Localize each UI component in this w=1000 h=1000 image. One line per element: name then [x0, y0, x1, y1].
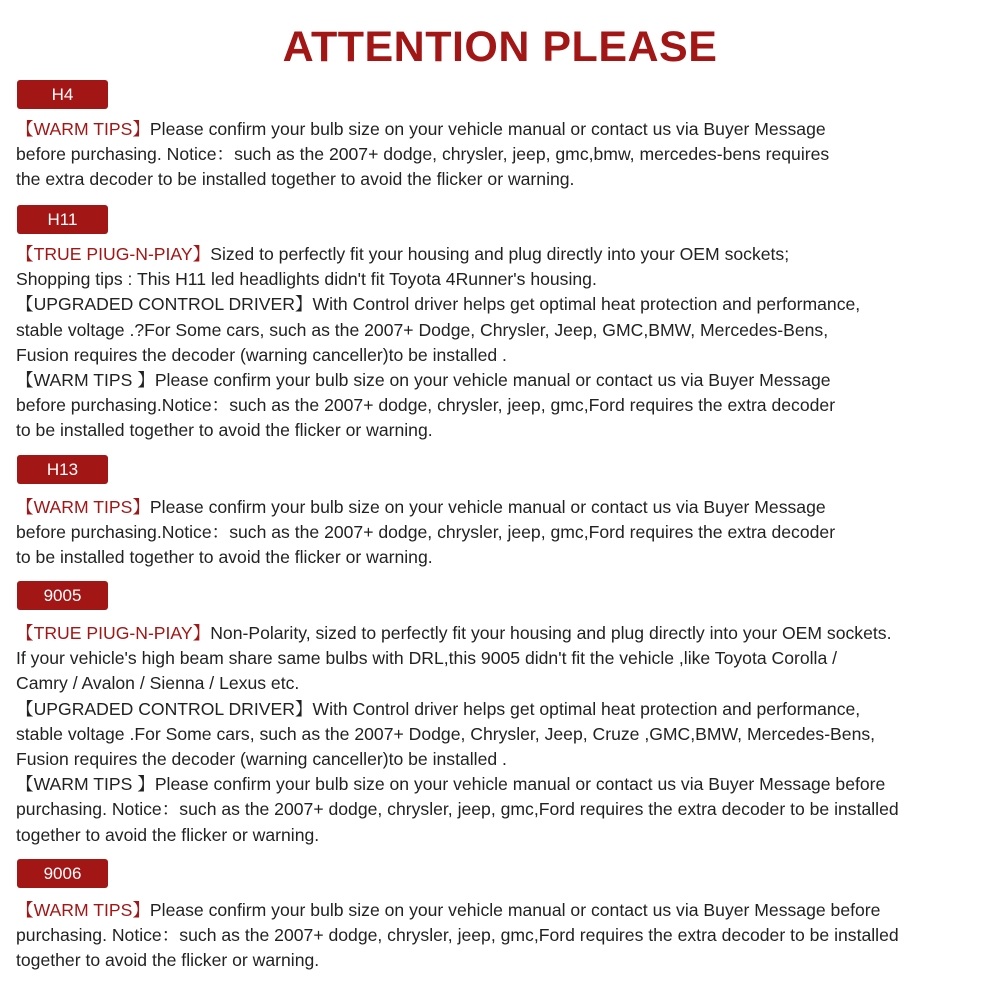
warm-tips-tag: 【WARM TIPS 】 — [16, 774, 155, 795]
badge-h11: H11 — [17, 205, 108, 234]
control-driver-text: With Control driver helps get optimal heat protection and performance, stable voltage .For Some cars, such as the 2007+ Dodge, Chrysler, Jeep, Cruze ,GMC,BMW, Mercedes-Bens, Fusion requires the decoder (warning canceller)to be installed . — [16, 698, 876, 770]
plug-n-play-paragraph — [16, 621, 996, 697]
control-driver-tag: 【UPGRADED CONTROL DRIVER】 — [16, 294, 313, 315]
control-driver-tag: 【UPGRADED CONTROL DRIVER】 — [16, 698, 313, 719]
warm-tips-paragraph — [16, 898, 996, 974]
plug-n-play-tag: 【TRUE PIUG-N-PIAY】 — [16, 623, 211, 643]
warm-tips-tag: 【WARM TIPS】 — [16, 119, 150, 139]
plug-n-play-text: Non-Polarity, sized to perfectly fit your housing and plug directly into your OEM sockets. If your vehicle's high beam share same bulbs with DRL,this 9005 didn't fit the vehicle ,like Toyota Corolla / Camry / Avalon / Sienna / Lexus etc. — [16, 623, 892, 694]
page-title: ATTENTION PLEASE — [282, 23, 718, 71]
section-h11-text — [16, 242, 996, 444]
control-driver-paragraph — [16, 697, 996, 773]
badge-h13: H13 — [17, 455, 108, 484]
warm-tips-text: Please confirm your bulb size on your vehicle manual or contact us via Buyer Message before purchasing. Notice：such as the 2007+ dodge, chrysler, jeep, gmc,bmw, mercedes-bens requires the extra decoder to be installed together to avoid the flicker or warning. — [16, 119, 830, 190]
warm-tips-text: Please confirm your bulb size on your vehicle manual or contact us via Buyer Message before purchasing.Notice：such as the 2007+ dodge, chrysler, jeep, gmc,Ford requires the extra decoder to be installed together to avoid the flicker or warning. — [16, 370, 836, 441]
warm-tips-tag: 【WARM TIPS 】 — [16, 370, 155, 391]
plug-n-play-tag: 【TRUE PIUG-N-PIAY】 — [16, 244, 211, 264]
section-9006-text — [16, 898, 996, 974]
plug-n-play-paragraph — [16, 242, 996, 292]
plug-n-play-text: Sized to perfectly fit your housing and plug directly into your OEM sockets; Shopping tips : This H11 led headlights didn't fit Toyota 4Runner's housing. — [16, 244, 790, 290]
section-h4-text — [16, 117, 996, 193]
warm-tips-text: Please confirm your bulb size on your vehicle manual or contact us via Buyer Message before purchasing.Notice：such as the 2007+ dodge, chrysler, jeep, gmc,Ford requires the extra decoder to be installed together to avoid the flicker or warning. — [16, 497, 836, 568]
section-9005-text — [16, 621, 996, 848]
warm-tips-text: Please confirm your bulb size on your vehicle manual or contact us via Buyer Message before purchasing. Notice：such as the 2007+ dodge, chrysler, jeep, gmc,Ford requires the extra decoder to be installed together to avoid the flicker or warning. — [16, 900, 899, 971]
control-driver-paragraph — [16, 292, 996, 368]
warm-tips-paragraph — [16, 495, 996, 571]
badge-9006: 9006 — [17, 859, 108, 888]
warm-tips-paragraph — [16, 368, 996, 444]
warm-tips-paragraph — [16, 772, 996, 848]
warm-tips-tag: 【WARM TIPS】 — [16, 497, 150, 517]
warm-tips-tag: 【WARM TIPS】 — [16, 900, 150, 920]
badge-9005: 9005 — [17, 581, 108, 610]
control-driver-text: With Control driver helps get optimal heat protection and performance, stable voltage .?For Some cars, such as the 2007+ Dodge, Chrysler, Jeep, GMC,BMW, Mercedes-Bens, Fusion requires the decoder (warning canceller)to be installed . — [16, 294, 861, 365]
section-h13-text — [16, 495, 996, 571]
badge-h4: H4 — [17, 80, 108, 109]
warm-tips-paragraph — [16, 117, 996, 193]
warm-tips-text: Please confirm your bulb size on your vehicle manual or contact us via Buyer Message before purchasing. Notice：such as the 2007+ dodge, chrysler, jeep, gmc,Ford requires the extra decoder to be installed together to avoid the flicker or warning. — [16, 774, 899, 845]
